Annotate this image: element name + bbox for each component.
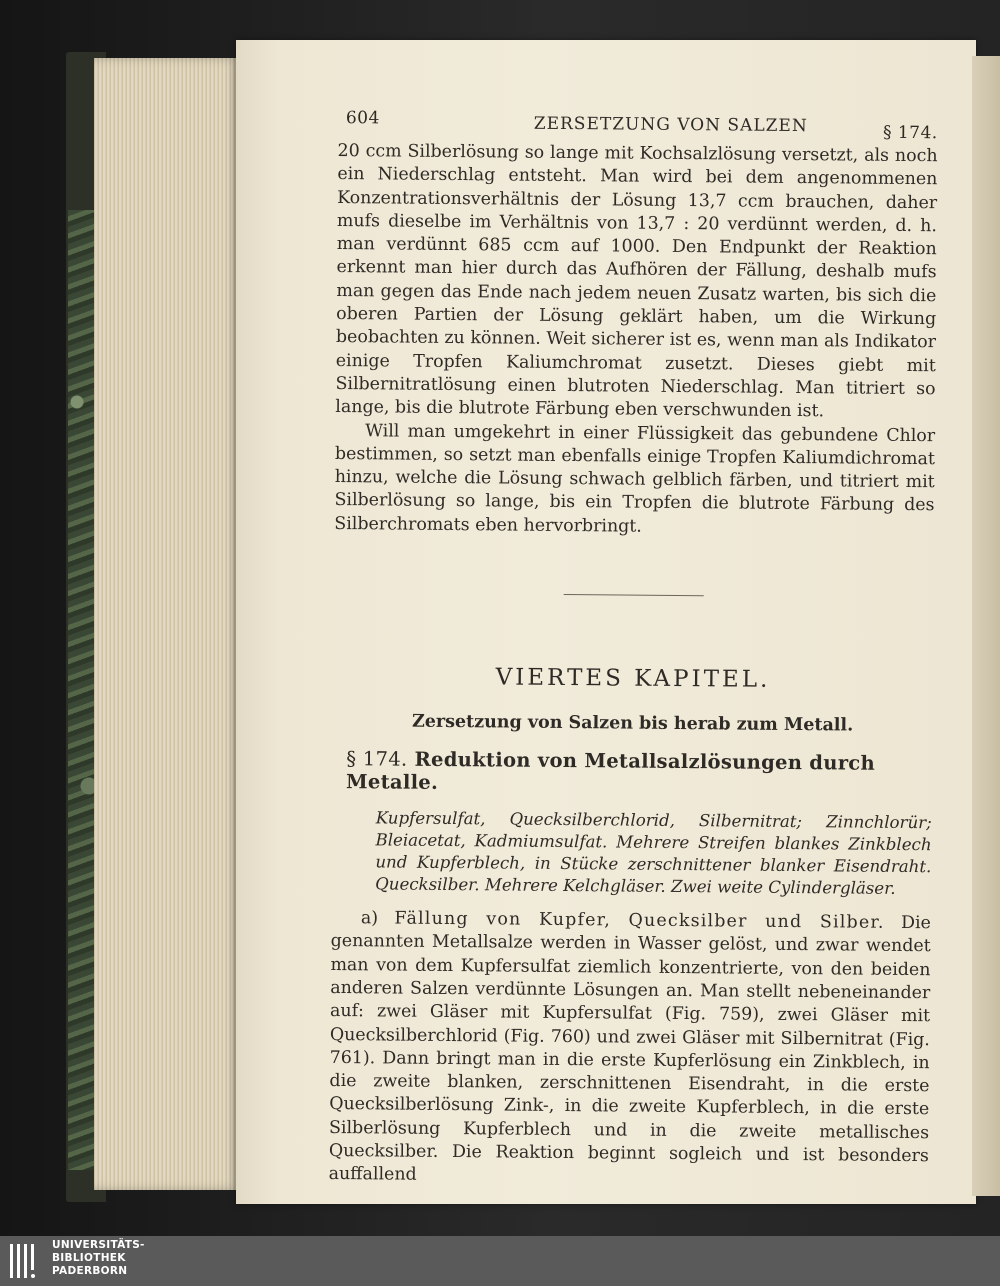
page-edges	[94, 58, 240, 1190]
library-logo-icon	[8, 1240, 48, 1282]
next-page-edge	[972, 56, 1000, 1196]
paragraph: Will man umgekehrt in einer Flüssigkeit das gebundene Chlor bestimmen, so setzt man ebenfalls einige Tropfen Kaliumdichromat hinzu, welche die Lösung schwach gelblich färben, und titriert mit Silberlösung so lange, bis ein Tropfen die blutrote Färbung des Silberchromats eben hervorbringt.	[334, 420, 936, 537]
page-content	[329, 104, 938, 1192]
section-sign: § 174.	[346, 747, 408, 771]
logo-line: BIBLIOTHEK	[52, 1252, 126, 1264]
library-logo-text	[52, 1239, 145, 1278]
chapter-title: VIERTES KAPITEL.	[495, 664, 771, 693]
materials-list: Kupfersulfat, Quecksilberchlorid, Silbernitrat; Zinnchlorür; Bleiacetat, Kadmiumsulfat. Mehrere Streifen blankes Zinkblech und Kupferblech, in Stücke zerschnittener blanker Eisendraht. Quecksilber. Mehrere Kelchgläser. Zwei weite Cylindergläser.	[375, 808, 932, 898]
running-title: ZERSETZUNG VON SALZEN	[533, 113, 808, 137]
section-heading	[346, 747, 932, 798]
subsection-body: Die genannten Metallsalze werden in Wasser gelöst, und zwar wendet man von dem Kupfersulfat ziemlich konzentrierte, von den beiden anderen Salzen verdünnte Lösungen an. Man stellt nebeneinander auf: zwei Gläser mit Kupfersulfat (Fig. 759), zwei Gläser mit Quecksilberchlorid (Fig. 760) und zwei Gläser mit Silbernitrat (Fig. 761). Dann bringt man in die erste Kupferlösung ein Zinkblech, in die zweite blanken, zerschnittenen Eisendraht, in die erste Quecksilberlösung Zink-, in die zweite Kupferblech, in die erste Silberlösung Kupferblech und in die zweite metallisches Quecksilber. Die Reaktion beginnt sogleich und ist besonders auffallend	[328, 912, 931, 1186]
logo-line: PADERBORN	[52, 1265, 128, 1277]
divider-rule	[564, 594, 704, 596]
section-title: Reduktion von Metallsalzlösungen durch Metalle.	[345, 747, 876, 794]
paragraph	[329, 907, 931, 1192]
library-banner	[0, 1236, 1000, 1286]
running-head	[338, 104, 938, 145]
subsection-label: a)	[360, 908, 379, 929]
chapter-subtitle: Zersetzung von Salzen bis herab zum Metall.	[411, 711, 854, 736]
page-number: 604	[345, 108, 380, 129]
logo-line: UNIVERSITÄTS-	[52, 1239, 145, 1251]
subsection-title: Fällung von Kupfer, Quecksilber und Silber.	[394, 908, 885, 933]
running-section: § 174.	[882, 122, 938, 144]
paragraph: 20 ccm Silberlösung so lange mit Kochsalzlösung versetzt, als noch ein Niederschlag entsteht. Man wird bei dem angenommenen Konzentrationsverhältnis der Lösung 13,7 ccm brauchen, daher mufs dieselbe im Verhältnis von 13,7 : 20 verdünnt werden, d. h. man verdünnt 685 ccm auf 1000. Den Endpunkt der Reaktion erkennt man hier durch das Aufhören der Fällung, deshalb mufs man gegen das Ende nach jedem neuen Zusatz warten, bis sich die oberen Partien der Lösung geklärt haben, um die Wirkung beobachten zu können. Weit sicherer ist es, wenn man als Indikator einige Tropfen Kaliumchromat zusetzt. Dieses giebt mit Silbernitratlösung einen blutroten Niederschlag. Man titriert so lange, bis die blutrote Färbung eben verschwunden ist.	[335, 140, 938, 422]
